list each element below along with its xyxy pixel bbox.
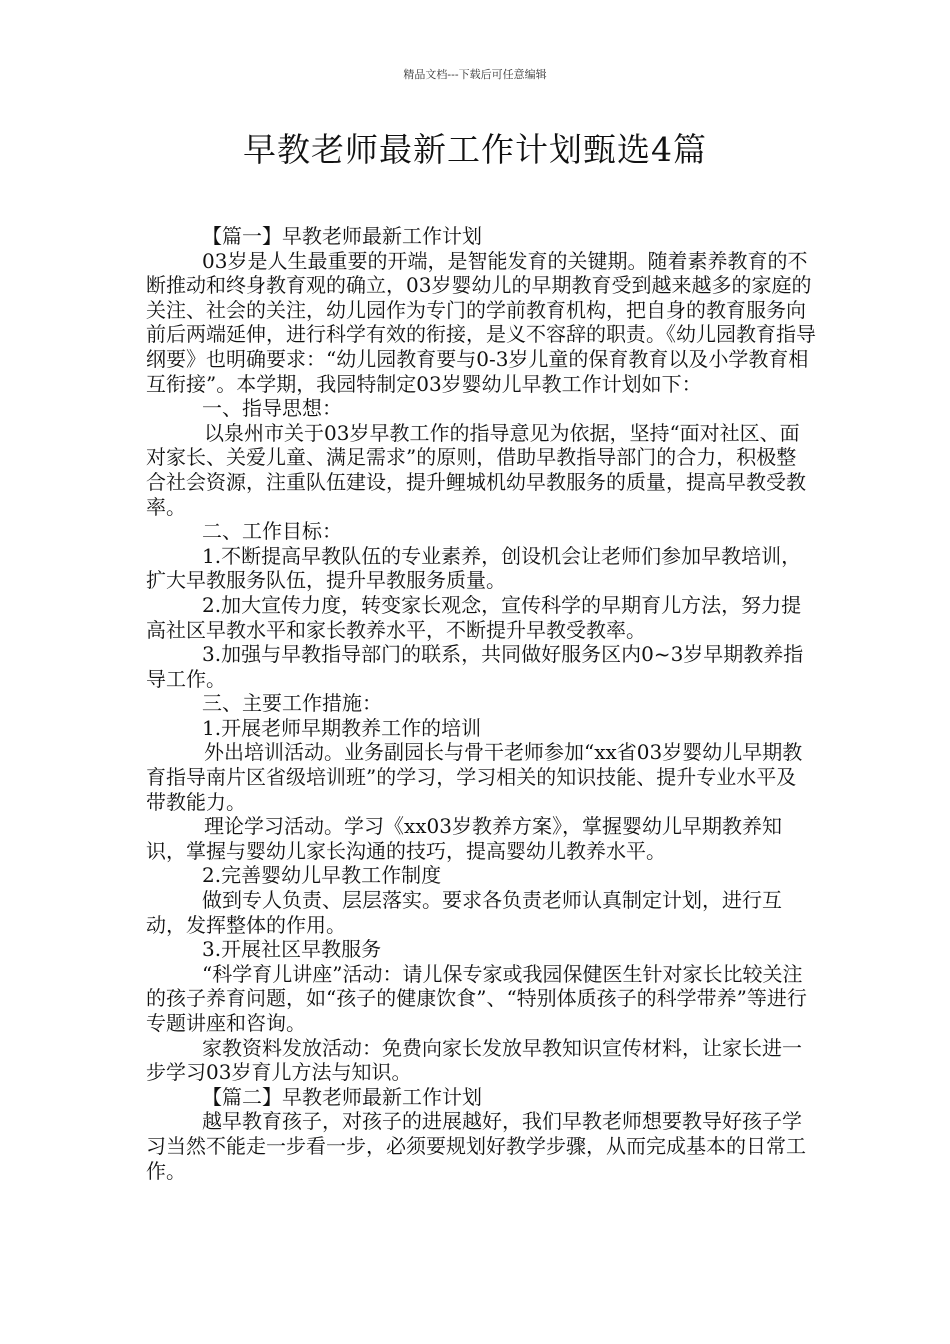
paragraph: 03岁是人生最重要的开端，是智能发育的关键期。随着素养教育的不断推动和终身教育观的确立，03岁婴幼儿的早期教育受到越来越多的家庭的关注、社会的关注，幼儿园作为专门的学前教育机构，把自身的教育服务向前后两端延伸，进行科学有效的衔接，是义不容辞的职责。《幼儿园教育指导纲要》也明确要求：“幼儿园教育要与0-3岁儿童的保育教育以及小学教育相互衔接”。本学期，我园特制定03岁婴幼儿早教工作计划如下： <box>146 248 816 396</box>
paragraph: “科学育儿讲座”活动：请儿保专家或我园保健医生针对家长比较关注的孩子养育问题，如“孩子的健康饮食”、“特别体质孩子的科学带养”等进行专题讲座和咨询。 <box>146 961 807 1035</box>
paragraph: 2.加大宣传力度，转变家长观念，宣传科学的早期育儿方法，努力提高社区早教水平和家长教养水平，不断提升早教受教率。 <box>146 592 802 642</box>
subsection-heading: 一、指导思想： <box>202 396 342 421</box>
list-item-heading: 3.开展社区早教服务 <box>202 937 382 962</box>
subsection-heading: 三、主要工作措施： <box>202 691 382 716</box>
paragraph: 以泉州市关于03岁早教工作的指导意见为依据，坚持“面对社区、面对家长、关爱儿童、满足需求”的原则，借助早教指导部门的合力，积极整合社会资源，注重队伍建设，提升鲤城机幼早教服务的质量，提高早教受教率。 <box>146 420 806 519</box>
paragraph: 外出培训活动。业务副园长与骨干老师参加“xx省03岁婴幼儿早期教育指导南片区省级培训班”的学习，学习相关的知识技能、提升专业水平及带教能力。 <box>146 740 803 814</box>
section-heading: 【篇二】早教老师最新工作计划 <box>202 1084 482 1109</box>
paragraph: 3.加强与早教指导部门的联系，共同做好服务区内0~3岁早期教养指导工作。 <box>146 642 804 691</box>
section-heading: 【篇一】早教老师最新工作计划 <box>202 224 482 248</box>
document-body <box>146 224 816 1183</box>
document-title: 早教老师最新工作计划甄选4篇 <box>243 130 707 169</box>
paragraph: 越早教育孩子，对孩子的进展越好，我们早教老师想要教导好孩子学习当然不能走一步看一步，必须要规划好教学步骤，从而完成基本的日常工作。 <box>146 1109 806 1183</box>
subsection-heading: 二、工作目标： <box>202 519 342 544</box>
paragraph: 1.不断提高早教队伍的专业素养，创设机会让老师们参加早教培训，扩大早教服务队伍，提升早教服务质量。 <box>146 543 802 593</box>
list-item-heading: 2.完善婴幼儿早教工作制度 <box>202 863 442 888</box>
paragraph: 理论学习活动。学习《xx03岁教养方案》，掌握婴幼儿早期教养知识，掌握与婴幼儿家长沟通的技巧，提高婴幼儿教养水平。 <box>146 814 783 863</box>
paragraph: 家教资料发放活动：免费向家长发放早教知识宣传材料，让家长进一步学习03岁育儿方法与知识。 <box>146 1035 802 1085</box>
list-item-heading: 1.开展老师早期教养工作的培训 <box>202 715 482 740</box>
header-note: 精品文档---下载后可任意编辑 <box>403 68 547 81</box>
paragraph: 做到专人负责、层层落实。要求各负责老师认真制定计划，进行互动，发挥整体的作用。 <box>146 888 782 937</box>
